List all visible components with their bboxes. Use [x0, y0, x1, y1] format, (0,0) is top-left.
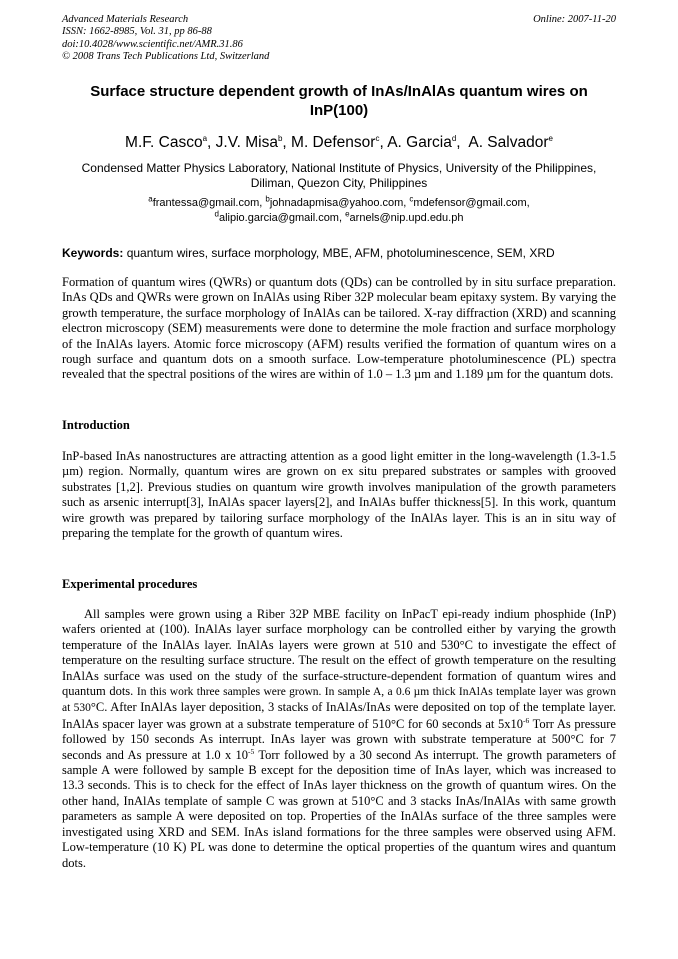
author-name: A. Garcia: [387, 134, 452, 151]
email-mark: d: [214, 209, 219, 219]
author-mark: b: [277, 133, 283, 143]
keywords-text: quantum wires, surface morphology, MBE, AFM, photoluminescence, SEM, XRD: [126, 246, 555, 260]
online-date: Online: 2007-11-20: [533, 14, 616, 25]
experimental-paragraph: [62, 607, 616, 871]
experimental-heading: Experimental procedures: [62, 577, 198, 591]
author-name: J.V. Misa: [215, 134, 278, 151]
email-address[interactable]: arnels@nip.upd.edu.ph: [349, 212, 464, 224]
keywords-label: Keywords:: [62, 246, 124, 260]
experimental-text-small: In this work three samples were grown. In sample A, a 0.6 µm thick InAlAs template layer was grown at 530: [62, 686, 616, 715]
email-list: [62, 196, 616, 226]
journal-header: [62, 14, 616, 63]
author-mark: a: [202, 133, 208, 143]
exponent: -5: [248, 746, 255, 756]
email-address[interactable]: johnadapmisa@yahoo.com,: [269, 197, 407, 209]
affiliation: Condensed Matter Physics Laboratory, National Institute of Physics, University of the Philippines, Diliman, Quezon City, Philippines: [81, 161, 597, 190]
author-mark: e: [548, 133, 553, 143]
email-mark: e: [345, 209, 350, 219]
doi-line: doi:10.4028/www.scientific.net/AMR.31.86: [62, 38, 243, 50]
abstract-paragraph: Formation of quantum wires (QWRs) or quantum dots (QDs) can be controlled by in situ surface preparation. InAs QDs and QWRs were grown on InAlAs using Riber 32P molecular beam epitaxy system. By varying the growth temperature, the surface morphology of InAlAs can be tailored. X-ray diffraction (XRD) and scanning electron microscopy (SEM) measurements were done to determine the mole fraction and surface morphology of the InAlAs layers. Atomic force microscopy (AFM) results verified the formation of quantum wires on a rough surface and quantum dots on a smooth surface. Low-temperature photoluminescence (PL) spectra revealed that the spectral positions of the wires are within of 1.0 – 1.3 µm and 1.189 µm for the quantum dots.: [62, 275, 616, 382]
author-mark: c: [375, 133, 380, 143]
experimental-text: Torr As pressure followed by 150 seconds As interrupt. InAs layer was grown with substrate temperature at 500°C for 7 seconds and As pressure at 1.0 x 10: [62, 716, 616, 762]
keywords-line: [62, 246, 616, 261]
author-name: A. Salvador: [468, 134, 549, 151]
author-list: M.F. Casco$^a$, J.V. Misa$^b$, M. Defensor$^c$, A. Garcia$^d$, A. Salvador$^e$: [125, 133, 553, 151]
email-mark: b: [265, 194, 270, 204]
email-address[interactable]: frantessa@gmail.com,: [152, 197, 263, 209]
introduction-heading: Introduction: [62, 418, 130, 432]
email-address[interactable]: mdefensor@gmail.com,: [413, 197, 530, 209]
author-name: M. Defensor: [291, 134, 376, 151]
issn-line: ISSN: 1662-8985, Vol. 31, pp 86-88: [62, 26, 212, 38]
exponent: -6: [522, 715, 530, 725]
journal-name: Advanced Materials Research: [62, 14, 189, 25]
paper-title: Surface structure dependent growth of InAs/InAlAs quantum wires on InP(100): [90, 83, 588, 119]
introduction-paragraph: InP-based InAs nanostructures are attracting attention as a good light emitter in the long-wavelength (1.3-1.5 µm) region. Normally, quantum wires are grown on ex situ prepared substrates or samples with grooved substrates [1,2]. Previous studies on quantum wire growth involves manipulation of the growth parameters such as arsenic interrupt[3], InAlAs spacer layers[2], and InAlAs buffer thickness[5]. In this work, quantum wire growth was prepared by tailoring surface morphology of the InAlAs layer. This is an in situ way of preparing the template for the growth of quantum wires.: [62, 449, 616, 541]
experimental-text: All samples were grown using a Riber 32P MBE facility on InPacT epi-ready indium phosphide (InP) wafers oriented at (100). InAlAs layer surface morphology can be controlled either by varying the growth temperature of the InAlAs layer. InAlAs layers were grown at 510 and 530°C to investigate the effect of temperature on the resulting surface structure. The result on the effect of growth temperature on the resulting InAlAs surface was used on the study of the surface-structure-dependent formation of quantum wires and quantum dots.: [62, 607, 616, 699]
email-mark: a: [148, 194, 153, 204]
email-address[interactable]: alipio.garcia@gmail.com,: [218, 212, 343, 224]
author-mark: d: [451, 133, 457, 143]
experimental-text: After InAlAs layer deposition, 3 stacks of InAlAs/InAs were deposited on top of the template layer. InAlAs spacer layer was grown at a substrate temperature of 510°C for 60 seconds at 5x10: [62, 700, 616, 731]
degree-text: °C.: [90, 700, 108, 715]
email-mark: c: [409, 194, 414, 204]
copyright-line: © 2008 Trans Tech Publications Ltd, Switzerland: [62, 50, 270, 62]
experimental-text: Torr followed by a 30 second As interrupt. The growth parameters of sample A were followed by sample B except for the deposition time of InAs layer, which was increased to 13.3 seconds. This is to check for the effect of InAs layer thickness on the growth of quantum wires. On the other hand, InAlAs template of sample C was grown at 510°C and 3 stacks InAs/InAlAs with same growth parameters as sample A were deposited on top. Properties of the InAlAs surface of the three samples were investigated using XRD and SEM. InAs island formations for the three samples were observed using AFM. Low-temperature (10 K) PL was done to determine the optical properties of the quantum wires and quantum dots.: [62, 747, 617, 870]
author-name: M.F. Casco: [125, 134, 203, 151]
